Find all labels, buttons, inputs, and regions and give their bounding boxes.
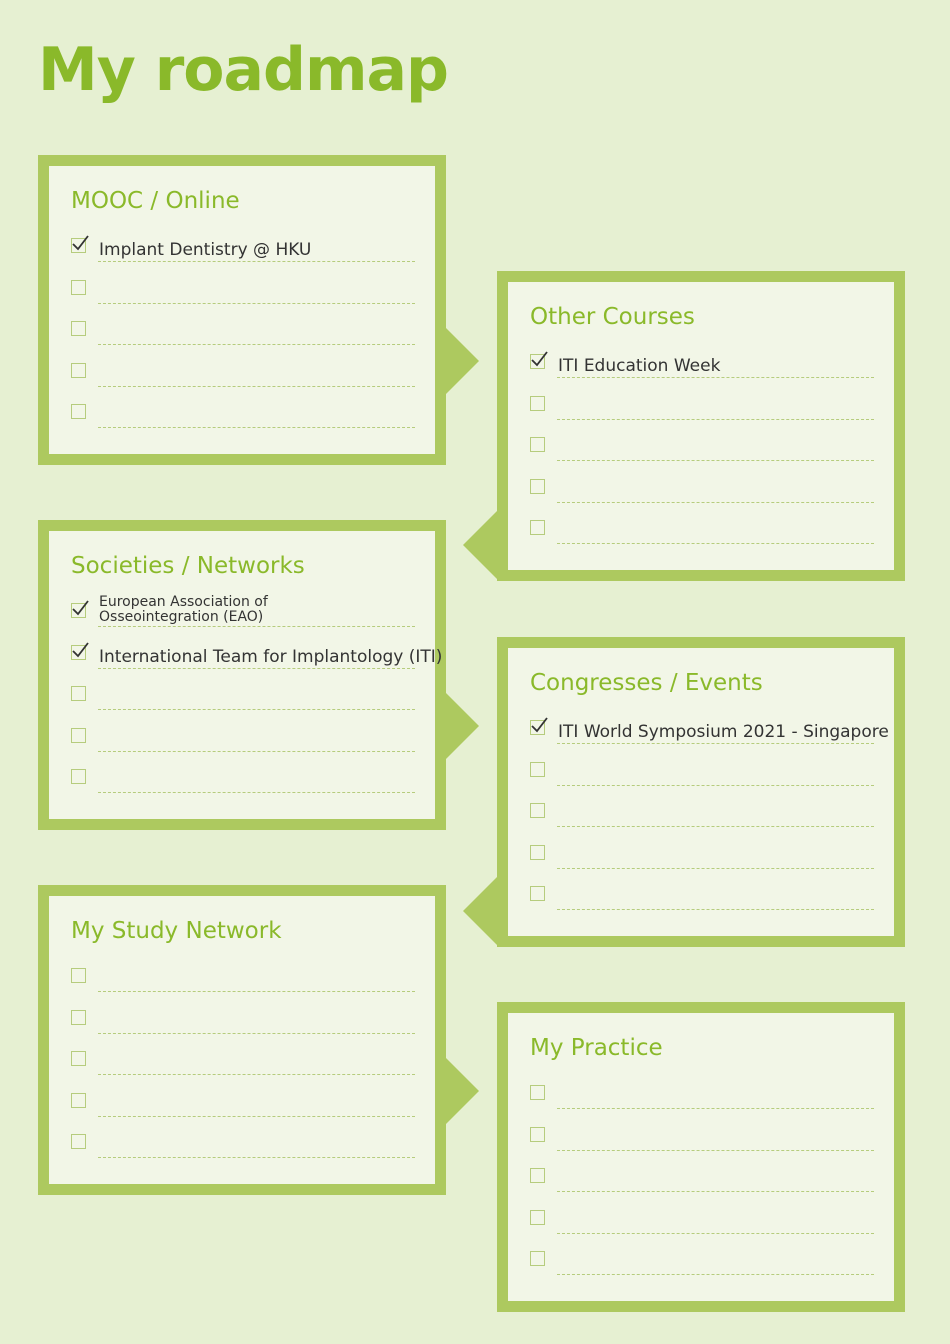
checkbox[interactable]: [530, 520, 545, 535]
entry-line[interactable]: [557, 1191, 874, 1192]
entry-line[interactable]: [98, 668, 415, 669]
checklist-item: [530, 473, 874, 503]
checklist-item: [530, 839, 874, 869]
section-mooc-online: [38, 155, 446, 465]
checklist-item: [71, 680, 415, 710]
entry-line[interactable]: [557, 743, 874, 744]
checkbox[interactable]: [71, 769, 86, 784]
entry-line[interactable]: [98, 1074, 415, 1075]
section-heading: Societies / Networks: [71, 553, 305, 579]
entry-line[interactable]: [98, 626, 415, 627]
checkbox[interactable]: [71, 363, 86, 378]
checkbox[interactable]: [530, 1251, 545, 1266]
section-heading: My Practice: [530, 1035, 663, 1061]
checkbox[interactable]: [71, 238, 86, 253]
checklist-item: [71, 1087, 415, 1117]
section-heading: Other Courses: [530, 304, 695, 330]
arrow-right-icon: [445, 692, 479, 760]
entry-line[interactable]: [98, 792, 415, 793]
checkbox[interactable]: [530, 1127, 545, 1142]
checkbox[interactable]: [530, 354, 545, 369]
entry-text: European Association of Osseointegration (EAO): [99, 594, 268, 625]
checklist-item: [71, 722, 415, 752]
section-panel: [506, 280, 896, 572]
entry-line[interactable]: [557, 909, 874, 910]
section-panel: [506, 646, 896, 938]
checkbox[interactable]: [71, 645, 86, 660]
checklist-item: [71, 763, 415, 793]
checkbox[interactable]: [530, 437, 545, 452]
checkbox[interactable]: [71, 404, 86, 419]
section-congresses-events: [497, 637, 905, 947]
entry-line[interactable]: [98, 991, 415, 992]
entry-line[interactable]: [557, 785, 874, 786]
checkbox[interactable]: [530, 762, 545, 777]
entry-line[interactable]: [557, 419, 874, 420]
section-heading: Congresses / Events: [530, 670, 763, 696]
checkbox[interactable]: [71, 1010, 86, 1025]
entry-line[interactable]: [98, 303, 415, 304]
section-other-courses: [497, 271, 905, 581]
section-my-practice: [497, 1002, 905, 1312]
checklist-item: [71, 315, 415, 345]
checkbox[interactable]: [71, 603, 86, 618]
entry-line[interactable]: [557, 460, 874, 461]
entry-line[interactable]: [557, 1274, 874, 1275]
entry-line[interactable]: [557, 1233, 874, 1234]
entry-line[interactable]: [98, 1033, 415, 1034]
checklist-item: [530, 797, 874, 827]
page-title: My roadmap: [38, 35, 448, 105]
checkbox[interactable]: [530, 1210, 545, 1225]
checkbox[interactable]: [71, 1051, 86, 1066]
entry-line[interactable]: [98, 751, 415, 752]
section-panel: [506, 1011, 896, 1303]
checklist-item: [71, 398, 415, 428]
checklist-item: [530, 390, 874, 420]
section-panel: [47, 894, 437, 1186]
checklist-item: [71, 1004, 415, 1034]
checkbox[interactable]: [71, 321, 86, 336]
entry-line[interactable]: [98, 709, 415, 710]
checklist-item: [71, 639, 443, 669]
entry-text: ITI World Symposium 2021 - Singapore: [558, 722, 889, 742]
checklist-item: [530, 431, 874, 461]
arrow-right-icon: [445, 327, 479, 395]
section-societies-networks: [38, 520, 446, 830]
checklist-item: [71, 274, 415, 304]
arrow-left-icon: [463, 511, 497, 579]
section-panel: [47, 529, 443, 821]
checklist-item: [71, 357, 415, 387]
entry-line[interactable]: [557, 543, 874, 544]
checkbox[interactable]: [71, 280, 86, 295]
checklist-item: [530, 1079, 874, 1109]
entry-line[interactable]: [98, 386, 415, 387]
checkbox[interactable]: [530, 720, 545, 735]
entry-line[interactable]: [557, 377, 874, 378]
checklist-item: [530, 348, 874, 378]
entry-text: Implant Dentistry @ HKU: [99, 240, 312, 260]
entry-line[interactable]: [98, 427, 415, 428]
checklist-item: [71, 594, 415, 627]
section-heading: My Study Network: [71, 918, 282, 944]
checklist-item: [530, 1121, 874, 1151]
entry-line[interactable]: [557, 826, 874, 827]
checkmark-icon: [70, 599, 90, 619]
entry-line[interactable]: [557, 1108, 874, 1109]
checkbox[interactable]: [71, 1093, 86, 1108]
section-heading: MOOC / Online: [71, 188, 240, 214]
checklist-item: [530, 1162, 874, 1192]
checkbox[interactable]: [71, 728, 86, 743]
checkbox[interactable]: [530, 479, 545, 494]
checkbox[interactable]: [530, 845, 545, 860]
checkbox[interactable]: [71, 1134, 86, 1149]
checklist-item: [71, 1128, 415, 1158]
arrow-left-icon: [463, 877, 497, 945]
entry-text: International Team for Implantology (ITI): [99, 646, 443, 667]
checklist-item: [530, 756, 874, 786]
entry-line[interactable]: [557, 502, 874, 503]
section-my-study-network: [38, 885, 446, 1195]
section-panel: [47, 164, 437, 456]
checkmark-icon: [70, 641, 90, 661]
checklist-item: [71, 232, 415, 262]
checkmark-icon: [529, 350, 549, 370]
checklist-item: [71, 962, 415, 992]
checkbox[interactable]: [530, 803, 545, 818]
entry-line[interactable]: [557, 1150, 874, 1151]
checkbox[interactable]: [530, 396, 545, 411]
checkmark-icon: [70, 234, 90, 254]
entry-line[interactable]: [98, 344, 415, 345]
checklist-item: [530, 1245, 874, 1275]
checkbox[interactable]: [71, 686, 86, 701]
entry-line[interactable]: [98, 1116, 415, 1117]
entry-text: ITI Education Week: [558, 356, 721, 376]
arrow-right-icon: [445, 1057, 479, 1125]
checklist-item: [530, 1204, 874, 1234]
checkbox[interactable]: [530, 886, 545, 901]
entry-line[interactable]: [557, 868, 874, 869]
checkbox[interactable]: [71, 968, 86, 983]
checklist-item: [530, 880, 874, 910]
checklist-item: [71, 1045, 415, 1075]
checkmark-icon: [529, 716, 549, 736]
checklist-item: [530, 714, 889, 744]
checkbox[interactable]: [530, 1085, 545, 1100]
checkbox[interactable]: [530, 1168, 545, 1183]
entry-line[interactable]: [98, 261, 415, 262]
entry-line[interactable]: [98, 1157, 415, 1158]
checklist-item: [530, 514, 874, 544]
